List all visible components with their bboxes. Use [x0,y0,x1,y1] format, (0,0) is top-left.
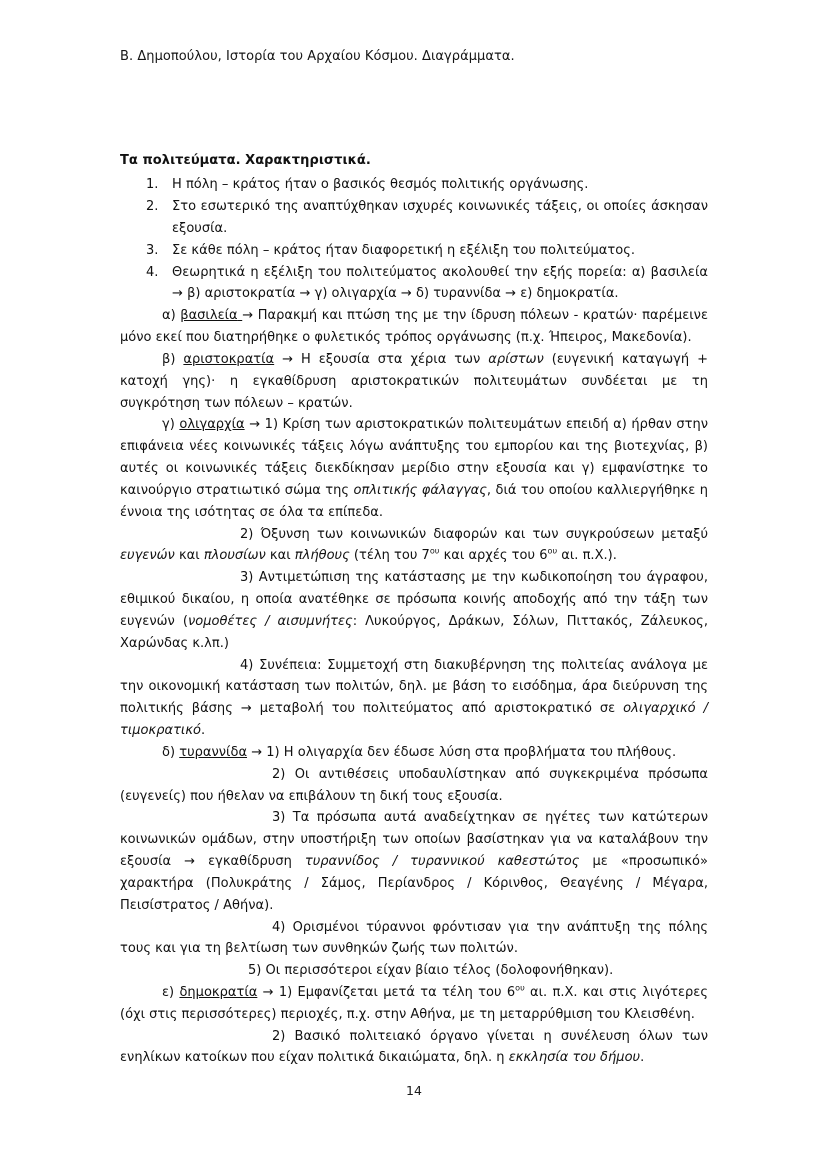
paragraph-dimokratia-suffix: αι. π.Χ. και στις λιγότερες (όχι στις περισσότερες) περιοχές, π.χ. στην Αθήνα, με τη μεταρρύθμιση του Κλεισθένη. [120,984,708,1022]
term-basileia: βασιλεία [180,308,238,324]
marker-delta: δ) [162,744,176,760]
arrow-icon: → [242,308,254,324]
paragraph-oligarchia-3-italic1: νομοθέτες / αισυμνήτες [187,613,353,629]
paragraph-oligarchia-4-italic1: ολιγαρχικό / τιμοκρατικό [120,701,708,739]
paragraph-tyrannida-3-italic1: τυραννίδος / τυραννικού καθεστώτος [304,854,580,870]
paragraph-oligarchia-4-mid: μεταβολή του πολιτεύματος από αριστοκρατικό σε [251,701,624,717]
term-aristokratia: αριστοκρατία [183,351,275,367]
paragraph-dimokratia-prefix: 1) Εμφανίζεται μετά τα τέλη του 6 [273,984,516,1000]
paragraph-oligarchia [120,414,708,523]
list-item: Η πόλη – κράτος ήταν ο βασικός θεσμός πολιτικής οργάνωσης. [172,177,589,193]
paragraph-oligarchia-2-suffix: αι. π.Χ.). [557,548,617,564]
paragraph-dimokratia-2-suffix: . [640,1050,645,1066]
paragraph-tyrannida-2: 2) Οι αντιθέσεις υποδαυλίστηκαν από συγκεκριμένα πρόσωπα (ευγενείς) που ήθελαν να επιβάλουν τη δική τους εξουσία. [120,766,708,804]
list-item: Θεωρητικά η εξέλιξη του πολιτεύματος ακολουθεί την εξής πορεία: α) βασιλεία → β) αριστοκρατία → γ) ολιγαρχία → δ) τυραννίδα → ε) δημοκρατία. [172,264,708,302]
list-item: Στο εσωτερικό της αναπτύχθηκαν ισχυρές κοινωνικές τάξεις, οι οποίες άσκησαν εξουσία. [172,199,708,236]
header-spacer [120,67,708,151]
paragraph-oligarchia-2-italic3: πλήθους [294,548,350,564]
document-content [120,48,708,1069]
paragraph-basileia-body: Παρακμή και πτώση της με την ίδρυση πόλεων - κρατών· παρέμεινε μόνο εκεί που διατηρήθηκε ο φυλετικός τρόπος οργάνωσης (π.χ. Ήπειρος, Μακεδονία). [120,308,708,346]
paragraph-oligarchia-3-prefix: 3) Αντιμετώπιση της κατάστασης με την κωδικοποίηση του άγραφου, εθιμικού δικαίου, η οποία ανατέθηκε σε πρόσωπα κοινής αποδοχής από την τάξη των ευγενών ( [120,570,708,629]
list-item: Σε κάθε πόλη – κράτος ήταν διαφορετική η εξέλιξη του πολιτεύματος. [172,242,636,258]
paragraph-oligarchia-2-italic1: ευγενών [120,548,175,564]
marker-gamma: γ) [162,417,175,433]
paragraph-tyrannida-3-mid: εγκαθίδρυση [195,854,305,870]
paragraph-tyrannida-3 [120,807,708,916]
superscript-ou-1: ου [429,547,440,557]
paragraph-oligarchia-3 [120,567,708,654]
paragraph-oligarchia-2 [120,524,708,568]
paragraph-oligarchia-2-prefix: 2) Όξυνση των κοινωνικών διαφορών και των συγκρούσεων μεταξύ [240,526,708,542]
paragraph-dimokratia-2 [120,1026,708,1070]
paragraph-basileia [120,305,708,349]
paragraph-aristokratia [120,349,708,414]
paragraph-tyrannida-3-prefix: 3) Τα πρόσωπα αυτά αναδείχτηκαν σε ηγέτες των κατώτερων κοινωνικών ομάδων, στην υποστήριξη των οποίων βασίστηκαν για να καταλάβουν την εξουσία [120,810,708,870]
superscript-ou-3: ου [515,983,525,993]
paragraph-oligarchia-2-mid3: (τέλη του 7 [349,548,430,564]
paragraph-oligarchia-part1: 1) Κρίση των αριστοκρατικών πολιτευμάτων επειδή α) ήρθαν στην επιφάνεια νέες κοινωνικές τάξεις λόγω ανάπτυξης του εμπορίου και της βιοτεχνίας, β) αυτές οι κοινωνικές τάξεις διεκδίκησαν μερίδιο στην εξουσία και γ) εμφανίστηκε το καινούργιο στρατιωτικό σώμα της [120,417,709,498]
marker-epsilon: ε) [162,984,175,1000]
arrow-icon: → [282,351,294,367]
paragraph-oligarchia-2-mid2: και [265,548,295,564]
paragraph-oligarchia-2-mid4: και αρχές του 6 [439,548,548,564]
paragraph-aristokratia-part1: Η εξουσία στα χέρια των [293,351,489,367]
paragraph-oligarchia-2-mid1: και [174,548,204,564]
paragraph-oligarchia-4 [120,655,708,742]
paragraph-aristokratia-part2: (ευγενική καταγωγή + κατοχή γης)· η εγκαθίδρυση αριστοκρατικών πολιτευμάτων συνδέεται με τη συγκρότηση των πόλεων – κρατών. [120,351,709,411]
arrow-icon: → [262,984,274,1000]
paragraph-tyrannida-5: 5) Οι περισσότεροι είχαν βίαιο τέλος (δολοφονήθηκαν). [248,963,614,979]
marker-alpha: α) [162,308,176,324]
page-number: 14 [406,1083,422,1098]
paragraph-dimokratia-2-prefix: 2) Βασικό πολιτειακό όργανο γίνεται η συνέλευση όλων των ενηλίκων κατοίκων που είχαν πολιτικά δικαιώματα, δηλ. η [120,1028,708,1066]
term-tyrannida: τυραννίδα [179,744,248,760]
arrow-icon: → [249,417,261,433]
section-title: Τα πολιτεύματα. Χαρακτηριστικά. [120,152,371,168]
paragraph-aristokratia-italic1: αρίστων [488,351,544,367]
paragraph-tyrannida-4: 4) Ορισμένοι τύραννοι φρόντισαν για την ανάπτυξη της πόλης τους και για τη βελτίωση των συνθηκών ζωής των πολιτών. [120,919,708,957]
paragraph-oligarchia-4-suffix: . [201,723,206,739]
paragraph-oligarchia-4-prefix: 4) Συνέπεια: Συμμετοχή στη διακυβέρνηση της πολιτείας ανάλογα με την οικονομική κατάσταση των πολιτών, δηλ. με βάση το εισόδημα, άρα διεύρυνση της πολιτικής βάσης [120,657,708,717]
paragraph-oligarchia-2-italic2: πλουσίων [203,548,266,564]
paragraph-tyrannida-body: 1) Η ολιγαρχία δεν έδωσε λύση στα προβλήματα του πλήθους. [262,744,677,760]
term-oligarchia: ολιγαρχία [179,417,245,433]
paragraph-tyrannida [120,742,708,764]
paragraph-oligarchia-3-suffix: : Λυκούργος, Δράκων, Σόλων, Πιττακός, Ζάλευκος, Χαρώνδας κ.λπ.) [120,613,708,651]
marker-beta: β) [162,351,176,367]
paragraph-dimokratia-2-italic1: εκκλησία του δήμου [508,1050,641,1066]
arrow-icon: → [251,744,263,760]
paragraph-tyrannida-3-suffix: με «προσωπικό» χαρακτήρα (Πολυκράτης / Σάμος, Περίανδρος / Κόρινθος, Θεαγένης / Μέγαρα, Πεισίστρατος / Αθήνα). [120,854,708,913]
term-dimokratia: δημοκρατία [179,984,258,1000]
numbered-list [120,174,708,305]
paragraph-oligarchia-part2: , διά του οποίου καλλιεργήθηκε η έννοια της ισότητας σε όλα τα επίπεδα. [120,482,708,520]
arrow-icon: → [240,701,252,717]
arrow-icon: → [184,854,196,870]
paragraph-dimokratia [120,982,708,1026]
paragraph-oligarchia-italic1: οπλιτικής φάλαγγας [353,482,487,498]
document-header: Β. Δημοπούλου, Ιστορία του Αρχαίου Κόσμου. Διαγράμματα. [120,49,515,64]
superscript-ou-2: ου [547,547,558,557]
